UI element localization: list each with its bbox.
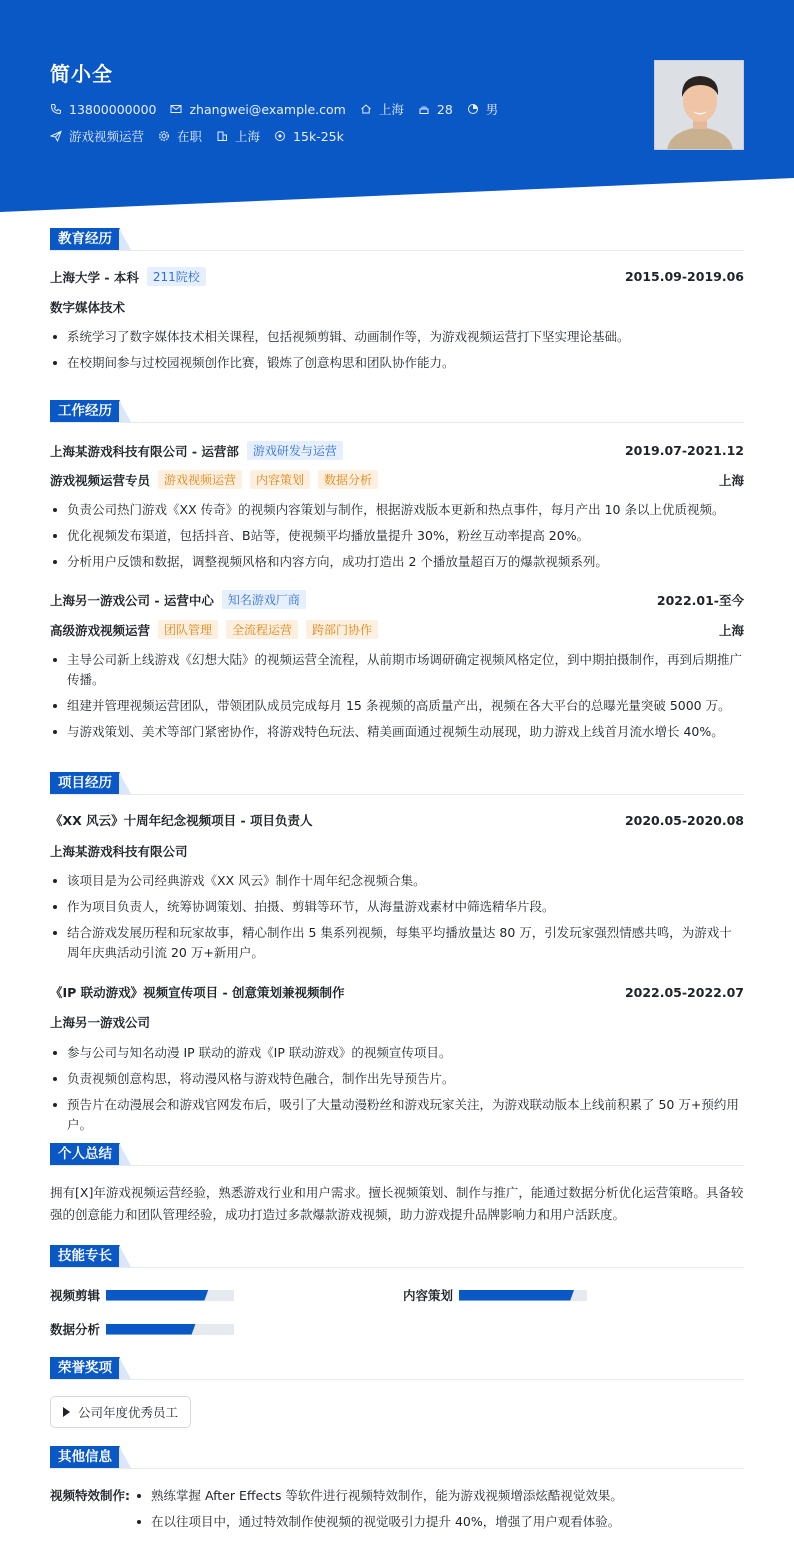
phone-text: 13800000000 (69, 101, 157, 117)
work-location: 上海 (718, 622, 744, 638)
job-item (50, 127, 144, 145)
title-accent (119, 1446, 131, 1468)
school-name: 上海大学 - 本科 (50, 269, 139, 285)
status-item (158, 127, 202, 145)
candidate-name: 简小全 (50, 62, 113, 86)
gender-item (467, 100, 499, 118)
list-item: 作为项目负责人，统筹协调策划、拍摄、剪辑等环节，从海量游戏素材中筛选精华片段。 (50, 897, 744, 917)
gear-icon (158, 130, 170, 142)
title-accent (119, 1143, 131, 1165)
job-role: 游戏视频运营专员 (50, 472, 151, 488)
work-2-role-row (50, 620, 744, 639)
section-awards (50, 1357, 131, 1379)
gender-icon (467, 103, 479, 115)
section-projects-title: 项目经历 (50, 772, 120, 794)
divider (50, 1379, 744, 1380)
section-work (50, 400, 131, 422)
project-1-bullets (50, 871, 744, 969)
divider (50, 1267, 744, 1268)
age-item (418, 102, 453, 117)
skill-item (50, 1320, 234, 1338)
project-2-bullets (50, 1043, 744, 1141)
work-date: 2019.07-2021.12 (624, 443, 744, 458)
work-2-header (50, 590, 744, 609)
home-icon (360, 103, 372, 115)
company-name: 上海另一游戏公司 - 运营中心 (50, 592, 214, 608)
section-summary (50, 1143, 131, 1165)
salary-text: 15k-25k (293, 128, 344, 144)
city-text: 上海 (235, 129, 261, 144)
section-projects (50, 772, 131, 794)
list-item: 优化视频发布渠道，包括抖音、B站等，使视频平均播放量提升 30%，粉丝互动率提高 20%。 (50, 526, 744, 546)
section-summary-title: 个人总结 (50, 1143, 120, 1165)
title-accent (119, 228, 131, 250)
list-item: 负责公司热门游戏《XX 传奇》的视频内容策划与制作，根据游戏版本更新和热点事件，每月产出 10 条以上优质视频。 (50, 500, 744, 520)
list-item: 结合游戏发展历程和玩家故事，精心制作出 5 集系列视频，每集平均播放量达 80 万，引发玩家强烈情感共鸣，为游戏十周年庆典活动引流 20 万+新用户。 (50, 923, 744, 963)
hometown-item (360, 100, 404, 118)
work-1-role-row (50, 470, 744, 489)
skill-tag: 内容策划 (250, 470, 310, 489)
major: 数字媒体技术 (50, 300, 126, 315)
project-2-header (50, 983, 744, 1001)
skill-tag: 跨部门协作 (306, 620, 378, 639)
project-2-company-row (50, 1013, 744, 1031)
profile-photo (654, 60, 744, 150)
city-item (216, 127, 260, 145)
title-accent (119, 772, 131, 794)
list-item: 参与公司与知名动漫 IP 联动的游戏《IP 联动游戏》的视频宣传项目。 (50, 1043, 744, 1063)
list-item: 在以往项目中，通过特效制作使视频的视觉吸引力提升 40%，增强了用户观看体验。 (134, 1512, 744, 1532)
divider (50, 250, 744, 251)
section-other-title: 其他信息 (50, 1446, 120, 1468)
skill-name: 数据分析 (50, 1322, 101, 1337)
work-location: 上海 (718, 472, 744, 488)
award-item (50, 1396, 191, 1428)
title-accent (119, 1357, 131, 1379)
skill-name: 视频剪辑 (50, 1288, 101, 1303)
salary-item (274, 129, 344, 144)
list-item: 与游戏策划、美术等部门紧密协作，将游戏特色玩法、精美画面通过视频生动展现，助力游戏上线首月流水增长 40%。 (50, 722, 744, 742)
building-icon (216, 130, 228, 142)
project-title: 《XX 风云》十周年纪念视频项目 - 项目负责人 (50, 813, 313, 828)
skill-bar (106, 1290, 234, 1301)
job-role: 高级游戏视频运营 (50, 622, 151, 638)
education-date: 2015.09-2019.06 (624, 269, 744, 284)
project-date: 2022.05-2022.07 (624, 984, 744, 1000)
list-item: 分析用户反馈和数据，调整视频风格和内容方向，成功打造出 2 个播放量超百万的爆款视频系列。 (50, 552, 744, 572)
skill-tag: 游戏视频运营 (158, 470, 242, 489)
divider (50, 422, 744, 423)
section-education-title: 教育经历 (50, 228, 120, 250)
email-item (170, 102, 345, 117)
project-title: 《IP 联动游戏》视频宣传项目 - 创意策划兼视频制作 (50, 985, 345, 1000)
company-tag: 知名游戏厂商 (222, 590, 306, 609)
section-other (50, 1446, 131, 1468)
skill-bar-fill (459, 1290, 574, 1301)
job-text: 游戏视频运营 (69, 129, 145, 144)
list-item: 预告片在动漫展会和游戏官网发布后，吸引了大量动漫粉丝和游戏玩家关注，为游戏联动版本上线前积累了 50 万+预约用户。 (50, 1095, 744, 1135)
gender-text: 男 (485, 102, 499, 117)
education-major-row (50, 298, 744, 316)
other-bullets (134, 1486, 744, 1538)
skill-bar (459, 1290, 587, 1301)
section-awards-title: 荣誉奖项 (50, 1357, 120, 1379)
list-item: 在校期间参与过校园视频创作比赛，锻炼了创意构思和团队协作能力。 (50, 353, 744, 373)
status-text: 在职 (177, 129, 203, 144)
resume-header (0, 0, 794, 212)
skill-item (403, 1286, 587, 1304)
job-intent-row (50, 127, 358, 145)
other-label: 视频特效制作: (50, 1488, 130, 1503)
list-item: 系统学习了数字媒体技术相关课程，包括视频剪辑、动画制作等，为游戏视频运营打下坚实理论基础。 (50, 327, 744, 347)
list-item: 负责视频创意构思，将动漫风格与游戏特色融合，制作出先导预告片。 (50, 1069, 744, 1089)
skill-name: 内容策划 (403, 1288, 454, 1303)
summary-text: 拥有[X]年游戏视频运营经验，熟悉游戏行业和用户需求。擅长视频策划、制作与推广，能通过数据分析优化运营策略。具备较强的创意能力和团队管理经验，成功打造过多款爆款游戏视频，助力游戏提升品牌影响力和用户活跃度。 (50, 1185, 744, 1222)
school-tag: 211院校 (147, 267, 206, 286)
title-accent (119, 400, 131, 422)
project-date: 2020.05-2020.08 (624, 812, 744, 828)
list-item: 该项目是为公司经典游戏《XX 风云》制作十周年纪念视频合集。 (50, 871, 744, 891)
skill-bar (106, 1324, 234, 1335)
skill-bar-fill (106, 1290, 208, 1301)
project-company: 上海另一游戏公司 (50, 1015, 151, 1030)
section-work-title: 工作经历 (50, 400, 120, 422)
work-date: 2022.01-至今 (656, 592, 744, 608)
company-tag: 游戏研发与运营 (247, 441, 343, 460)
coin-icon (274, 130, 286, 142)
project-1-company-row (50, 842, 744, 860)
list-item: 主导公司新上线游戏《幻想大陆》的视频运营全流程，从前期市场调研确定视频风格定位，到中期拍摄制作，再到后期推广传播。 (50, 650, 744, 690)
email-text: zhangwei@example.com (189, 101, 346, 117)
project-company: 上海某游戏科技有限公司 (50, 844, 188, 859)
divider (50, 1468, 744, 1469)
title-accent (119, 1245, 131, 1267)
skill-tag: 全流程运营 (226, 620, 298, 639)
section-skills-title: 技能专长 (50, 1245, 120, 1267)
cake-icon (418, 103, 430, 115)
play-icon (63, 1407, 70, 1417)
divider (50, 794, 744, 795)
company-name: 上海某游戏科技有限公司 - 运营部 (50, 443, 239, 459)
work-1-bullets (50, 500, 744, 578)
project-1-header (50, 811, 744, 829)
send-icon (50, 130, 62, 142)
education-header (50, 267, 744, 286)
contact-row (50, 100, 512, 118)
work-2-bullets (50, 650, 744, 748)
phone-item (50, 102, 156, 117)
skill-tag: 数据分析 (318, 470, 378, 489)
age-text: 28 (436, 101, 453, 117)
avatar (655, 61, 744, 150)
list-item: 熟练掌握 After Effects 等软件进行视频特效制作，能为游戏视频增添炫酷视觉效果。 (134, 1486, 744, 1506)
skill-item (50, 1286, 234, 1304)
education-bullets (50, 327, 744, 379)
list-item: 组建并管理视频运营团队，带领团队成员完成每月 15 条视频的高质量产出，视频在各大平台的总曝光量突破 5000 万。 (50, 696, 744, 716)
award-text: 公司年度优秀员工 (78, 1405, 179, 1420)
section-education (50, 228, 131, 250)
divider (50, 1165, 744, 1166)
phone-icon (50, 103, 62, 115)
work-1-header (50, 441, 744, 460)
skill-bar-fill (106, 1324, 196, 1335)
mail-icon (170, 103, 182, 115)
skill-tag: 团队管理 (158, 620, 218, 639)
section-skills (50, 1245, 131, 1267)
hometown-text: 上海 (378, 102, 404, 117)
